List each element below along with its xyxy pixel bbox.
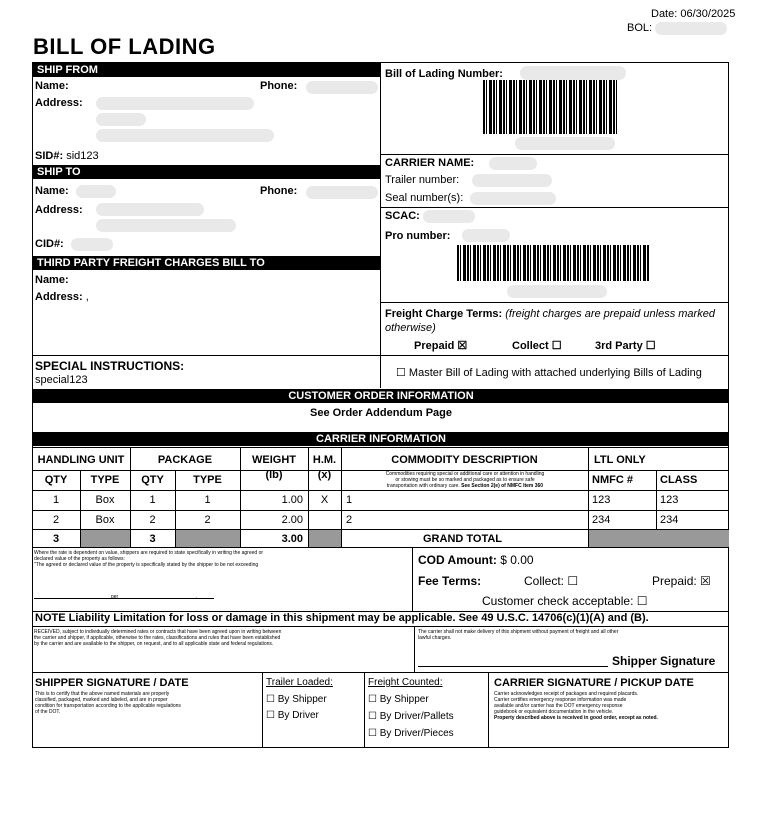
ship-to-phone-label: Phone: bbox=[260, 185, 298, 197]
redacted-seal bbox=[470, 192, 556, 205]
divider bbox=[656, 470, 657, 529]
carrier-sig-title: CARRIER SIGNATURE / PICKUP DATE bbox=[494, 677, 694, 689]
collect-checkbox[interactable]: Collect ☐ bbox=[512, 340, 562, 352]
value-blank-end: . bbox=[196, 594, 198, 600]
row1-hm: X bbox=[320, 494, 329, 506]
value-note-line: "The agreed or declared value of the property is specifically stated by the shipper to be not exceeding bbox=[34, 562, 259, 568]
total-pkg-qty: 3 bbox=[149, 533, 156, 545]
freight-charge-terms bbox=[385, 307, 725, 335]
redacted-pro bbox=[462, 229, 510, 242]
col-handling-unit: HANDLING UNIT bbox=[37, 454, 125, 466]
redacted-address bbox=[96, 97, 254, 110]
col-weight: WEIGHT bbox=[252, 454, 296, 466]
freight-terms-note: (freight charges are prepaid unless marked otherwise) bbox=[385, 308, 715, 334]
redacted-trailer bbox=[472, 174, 552, 187]
row2-pkg-qty: 2 bbox=[149, 514, 156, 526]
redacted-address bbox=[96, 203, 204, 216]
bol-barcode bbox=[483, 80, 617, 134]
special-instructions-value: special123 bbox=[35, 374, 88, 386]
col-weight-unit: (lb) bbox=[265, 469, 283, 481]
divider bbox=[380, 207, 729, 208]
redacted-address bbox=[96, 113, 146, 126]
third-party-checkbox[interactable]: 3rd Party ☐ bbox=[595, 340, 656, 352]
fee-terms-label: Fee Terms: bbox=[418, 574, 482, 588]
third-party-address-label: Address: bbox=[35, 291, 83, 303]
fee-prepaid-checkbox[interactable]: Prepaid: ☒ bbox=[652, 574, 711, 588]
commodity-note-text: transportation with ordinary care. bbox=[386, 483, 460, 489]
shipper-cert-line: classified, packaged, marked and labeled, and are in proper bbox=[35, 697, 168, 703]
received-text bbox=[34, 629, 412, 647]
redacted-phone bbox=[306, 186, 378, 199]
redacted-phone bbox=[306, 81, 378, 94]
col-hu-type: TYPE bbox=[90, 474, 120, 486]
ship-from-name-label: Name: bbox=[35, 80, 69, 92]
row2-hu-qty: 2 bbox=[52, 514, 60, 526]
divider bbox=[488, 672, 489, 748]
redacted-bol-number bbox=[520, 66, 626, 80]
customer-order-heading: CUSTOMER ORDER INFORMATION bbox=[33, 389, 729, 403]
shipper-cert-text bbox=[35, 691, 260, 715]
divider bbox=[32, 447, 729, 448]
freight-terms-label: Freight Charge Terms: bbox=[385, 308, 503, 320]
carrier-cert-text bbox=[494, 691, 726, 721]
sid-line bbox=[35, 150, 99, 162]
fc-by-driver-pallets-checkbox[interactable]: ☐ By Driver/Pallets bbox=[368, 711, 454, 722]
col-pkg-qty: QTY bbox=[141, 474, 164, 486]
divider bbox=[414, 626, 415, 672]
total-hu-qty: 3 bbox=[52, 533, 60, 545]
seal-number-label: Seal number(s): bbox=[385, 192, 464, 204]
divider bbox=[32, 490, 729, 491]
row2-class: 234 bbox=[660, 514, 679, 526]
ship-to-address-label: Address: bbox=[35, 204, 83, 216]
sid-label: SID#: bbox=[35, 150, 64, 162]
fee-collect-checkbox[interactable]: Collect: ☐ bbox=[524, 574, 579, 588]
no-delivery-line: lawful charges. bbox=[418, 635, 452, 641]
redacted-carrier-name bbox=[489, 157, 537, 170]
trailer-loaded-label: Trailer Loaded: bbox=[266, 677, 333, 688]
row1-weight: 1.00 bbox=[281, 494, 303, 506]
row1-pkg-qty: 1 bbox=[149, 494, 156, 506]
row2-nmfc: 234 bbox=[592, 514, 611, 526]
divider bbox=[32, 672, 729, 673]
divider bbox=[262, 672, 263, 748]
col-package: PACKAGE bbox=[157, 454, 213, 466]
value-note bbox=[34, 550, 409, 568]
received-line: the carrier and shipper, if applicable, otherwise to the rates, classifications and rules that have been established bbox=[34, 635, 281, 641]
liability-note: NOTE Liability Limitation for loss or damage in this shipment may be applicable. See 49 U.S.C. 14706(c)(1)(A) and (B). bbox=[35, 612, 649, 624]
commodity-note bbox=[342, 471, 588, 489]
redacted-bol bbox=[655, 22, 727, 35]
shipper-signature-label: Shipper Signature bbox=[612, 654, 716, 668]
pro-barcode bbox=[457, 245, 649, 281]
fc-by-driver-pieces-checkbox[interactable]: ☐ By Driver/Pieces bbox=[368, 728, 454, 739]
row1-desc: 1 bbox=[346, 494, 353, 506]
redacted-name bbox=[76, 185, 116, 198]
total-weight: 3.00 bbox=[281, 533, 303, 545]
no-delivery-text bbox=[418, 629, 726, 641]
redacted-scac bbox=[423, 210, 475, 223]
col-pkg-type: TYPE bbox=[193, 474, 222, 486]
carrier-cert-line: Carrier certifies emergency response information was made bbox=[494, 697, 627, 703]
value-note-line: declared value of the property as follows: bbox=[34, 556, 125, 562]
fc-by-shipper-checkbox[interactable]: ☐ By Shipper bbox=[368, 694, 429, 705]
value-per: per bbox=[111, 594, 119, 600]
master-bol-checkbox[interactable]: ☐ Master Bill of Lading with attached underlying Bills of Lading bbox=[396, 367, 702, 379]
row2-hu-type: Box bbox=[95, 514, 115, 526]
order-addendum-text: See Order Addendum Page bbox=[309, 407, 453, 419]
row1-pkg-type: 1 bbox=[204, 494, 211, 506]
trailer-number-label: Trailer number: bbox=[385, 174, 460, 186]
customer-check-checkbox[interactable]: Customer check acceptable: ☐ bbox=[482, 594, 648, 608]
cod-amount bbox=[418, 553, 534, 567]
ship-to-heading: SHIP TO bbox=[33, 165, 380, 179]
freight-counted-label: Freight Counted: bbox=[368, 677, 443, 688]
carrier-cert-bold: Property described above is received in good order, except as noted. bbox=[494, 715, 658, 721]
row2-weight: 2.00 bbox=[281, 514, 303, 526]
third-party-address-value: , bbox=[85, 291, 89, 303]
divider bbox=[32, 510, 729, 511]
date-label: Date: bbox=[651, 8, 678, 20]
bol-number-label: Bill of Lading Number: bbox=[385, 68, 503, 80]
trailer-by-driver-checkbox[interactable]: ☐ By Driver bbox=[266, 710, 319, 721]
third-party-address bbox=[35, 291, 89, 303]
ship-from-heading: SHIP FROM bbox=[33, 63, 380, 77]
shipper-cert-line: This is to certify that the above named materials are properly bbox=[35, 691, 170, 697]
shipper-cert-line: condition for transportation according to the applicable regulations bbox=[35, 703, 181, 709]
scac-label: SCAC: bbox=[385, 210, 420, 222]
ship-to-name-label: Name: bbox=[35, 185, 69, 197]
col-class: CLASS bbox=[660, 474, 698, 486]
received-line: by the carrier and are available to the shipper, on request, and to all applicable state and federal regulations. bbox=[34, 641, 274, 647]
row1-class: 123 bbox=[660, 494, 679, 506]
divider bbox=[380, 302, 729, 303]
special-instructions-heading: SPECIAL INSTRUCTIONS: bbox=[35, 359, 185, 373]
carrier-cert-line: guidebook or equivalent documentation in the vehicle. bbox=[494, 709, 614, 715]
carrier-info-heading: CARRIER INFORMATION bbox=[33, 432, 729, 446]
commodity-note-line: Commodities requiring special or additional care or attention in handling bbox=[385, 471, 545, 477]
divider bbox=[32, 626, 729, 627]
carrier-name-label: CARRIER NAME: bbox=[385, 157, 475, 169]
row2-desc: 2 bbox=[346, 514, 353, 526]
row1-hu-type: Box bbox=[95, 494, 115, 506]
carrier-cert-line: available and/or carrier has the DOT emergency response bbox=[494, 703, 623, 709]
col-commodity: COMMODITY DESCRIPTION bbox=[391, 454, 538, 466]
bol-label: BOL: bbox=[627, 22, 653, 34]
carrier-cert-line: Carrier acknowledges receipt of packages and required placards. bbox=[494, 691, 639, 697]
pro-number-label: Pro number: bbox=[385, 230, 451, 242]
value-note-line: Where the rate is dependent on value, shippers are required to state specifically in writing the agreed or bbox=[34, 550, 264, 556]
shade bbox=[589, 530, 729, 547]
redacted-pro-text bbox=[507, 285, 607, 298]
ship-from-phone-label: Phone: bbox=[260, 80, 298, 92]
shipper-sig-title: SHIPPER SIGNATURE / DATE bbox=[35, 677, 189, 689]
value-blank-line[interactable] bbox=[34, 598, 214, 599]
date-line bbox=[651, 8, 735, 20]
divider bbox=[32, 547, 729, 548]
prepaid-checkbox[interactable]: Prepaid ☒ bbox=[414, 340, 468, 352]
col-nmfc: NMFC # bbox=[592, 474, 633, 486]
divider bbox=[412, 547, 413, 611]
trailer-by-shipper-checkbox[interactable]: ☐ By Shipper bbox=[266, 694, 327, 705]
commodity-note-line bbox=[342, 483, 588, 489]
center-divider bbox=[380, 62, 381, 388]
page-title: BILL OF LADING bbox=[33, 34, 216, 59]
row1-nmfc: 123 bbox=[592, 494, 611, 506]
col-hu-qty: QTY bbox=[44, 474, 68, 486]
cod-label: COD Amount: bbox=[418, 553, 497, 567]
shade bbox=[309, 530, 341, 547]
shipper-cert-line: of the DOT. bbox=[35, 709, 61, 715]
redacted-address bbox=[96, 219, 236, 232]
received-line: RECEIVED, subject to individually determined rates or contracts that have been agreed upon in writing between bbox=[34, 629, 282, 635]
grand-total-label: GRAND TOTAL bbox=[423, 533, 503, 545]
third-party-name-label: Name: bbox=[35, 274, 69, 286]
divider bbox=[380, 154, 729, 155]
row2-pkg-type: 2 bbox=[204, 514, 211, 526]
commodity-note-line: or stowing must be so marked and packaged as to ensure safe bbox=[395, 477, 535, 483]
col-hm-x: (x) bbox=[317, 469, 332, 481]
shade bbox=[81, 530, 130, 547]
date-value: 06/30/2025 bbox=[680, 8, 736, 20]
no-delivery-line: The carrier shall not make delivery of this shipment without payment of freight and all other bbox=[418, 629, 619, 635]
divider bbox=[32, 355, 381, 356]
redacted-barcode-text bbox=[515, 137, 615, 150]
redacted-address bbox=[96, 129, 274, 142]
divider bbox=[380, 355, 729, 356]
sid-value: sid123 bbox=[66, 150, 99, 162]
redacted-cid bbox=[71, 238, 113, 251]
divider bbox=[364, 672, 365, 748]
col-ltl-only: LTL ONLY bbox=[594, 454, 646, 466]
cid-label: CID#: bbox=[35, 238, 64, 250]
third-party-heading: THIRD PARTY FREIGHT CHARGES BILL TO bbox=[33, 256, 380, 270]
cod-value: 0.00 bbox=[510, 553, 534, 567]
row1-hu-qty: 1 bbox=[52, 494, 60, 506]
cod-currency: $ bbox=[500, 553, 507, 567]
shade bbox=[176, 530, 240, 547]
col-hm: H.M. bbox=[312, 454, 337, 466]
shipper-signature-line[interactable] bbox=[418, 666, 608, 667]
commodity-note-bold: See Section 2(e) of NMFC Item 360 bbox=[461, 483, 544, 489]
ship-from-address-label: Address: bbox=[35, 97, 83, 109]
